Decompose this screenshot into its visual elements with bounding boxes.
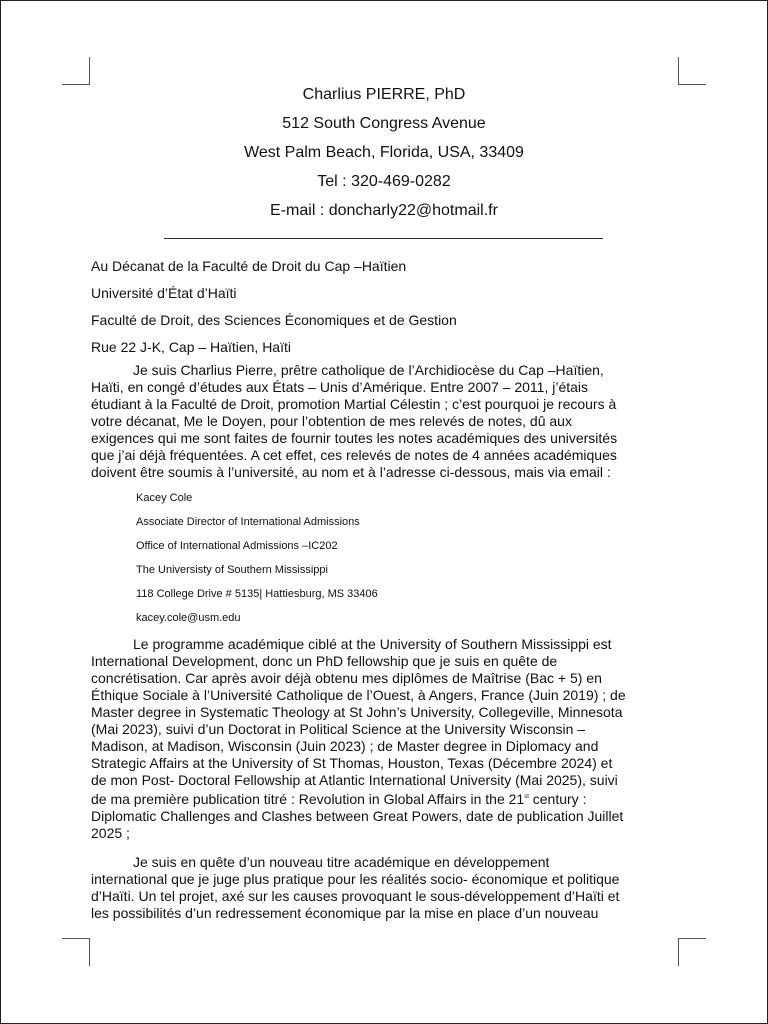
sender-name: Charlius PIERRE, PhD	[302, 86, 466, 103]
text-line: Diplomatic Challenges and Clashes between Great Powers, date de publication Juillet	[91, 808, 624, 824]
recipient-office: Office of International Admissions –IC202	[136, 540, 338, 552]
recipient-title: Associate Director of International Admissions	[136, 516, 360, 528]
crop-mark-top-left	[89, 57, 90, 85]
text-line	[91, 789, 681, 808]
crop-mark-top-left	[62, 84, 90, 85]
sender-email: E-mail : doncharly22@hotmail.fr	[270, 202, 498, 219]
text-segment: de ma première publication titré : Revolution in Global Affairs in the 21	[91, 791, 525, 807]
text-line: de mon Post- Doctoral Fellowship at Atlantic International University (Mai 2025), suivi	[91, 772, 618, 788]
crop-mark-bottom-right	[678, 938, 679, 966]
text-segment: century :	[528, 791, 587, 807]
addressee-line-3: Faculté de Droit, des Sciences Économiques et de Gestion	[91, 312, 457, 328]
addressee-line-4: Rue 22 J-K, Cap – Haïtien, Haïti	[91, 339, 291, 355]
sender-phone: Tel : 320-469-0282	[317, 173, 451, 190]
text-line: les possibilités d’un redressement économique par la mise en place d’un nouveau	[91, 905, 599, 921]
recipient-street: 118 College Drive # 5135| Hattiesburg, MS 33406	[136, 588, 378, 600]
text-line: étudiant à la Faculté de Droit, promotion Martial Célestin ; c’est pourquoi je recours à	[91, 396, 617, 412]
crop-mark-top-right	[678, 84, 706, 85]
paragraph-goal	[91, 854, 681, 922]
addressee-line-1: Au Décanat de la Faculté de Droit du Cap –Haïtien	[91, 258, 407, 274]
crop-mark-bottom-left	[62, 938, 90, 939]
text-line: que j’ai déjà fréquentées. A cet effet, ces relevés de notes de 4 années académiques	[91, 447, 617, 463]
text-line: International Development, donc un PhD fellowship que je suis en quête de	[91, 653, 558, 669]
crop-mark-top-right	[678, 57, 679, 85]
text-line: d’Haïti. Un tel projet, axé sur les causes provoquant le sous-développement d’Haïti et	[91, 888, 620, 904]
header-divider	[164, 238, 603, 239]
sender-street: 512 South Congress Avenue	[282, 115, 486, 132]
crop-mark-bottom-left	[89, 938, 90, 966]
recipient-university: The Universisty of Southern Mississippi	[136, 564, 328, 576]
paragraph-program	[91, 636, 681, 842]
text-line: Master degree in Systematic Theology at St John’s University, Collegeville, Minnesota	[91, 704, 623, 720]
crop-mark-bottom-right	[678, 938, 706, 939]
text-line: 2025 ;	[91, 825, 130, 841]
text-line: (Mai 2023), suivi d’un Doctorat in Political Science at the University Wisconsin –	[91, 721, 586, 737]
text-line: Strategic Affairs at the University of St Thomas, Houston, Texas (Décembre 2024) et	[91, 755, 613, 771]
text-line: Je suis en quête d’un nouveau titre académique en développement	[133, 854, 550, 870]
sender-city: West Palm Beach, Florida, USA, 33409	[244, 144, 524, 161]
text-line: votre décanat, Me le Doyen, pour l’obtention de mes relevés de notes, dû aux	[91, 413, 572, 429]
recipient-email: kacey.cole@usm.edu	[136, 612, 241, 624]
text-line: Je suis Charlius Pierre, prêtre catholique de l’Archidiocèse du Cap –Haïtien,	[133, 362, 604, 378]
text-line: Haïti, en congé d’études aux États – Unis d’Amérique. Entre 2007 – 2011, j’étais	[91, 379, 589, 395]
text-line: Le programme académique ciblé at the University of Southern Mississippi est	[133, 636, 612, 652]
text-line: Madison, at Madison, Wisconsin (Juin 2023) ; de Master degree in Diplomacy and	[91, 738, 599, 754]
text-line: exigences qui me sont faites de fournir toutes les notes académiques des universités	[91, 430, 618, 446]
text-line: Éthique Sociale à l’Université Catholique de l’Ouest, à Angers, France (Juin 2019) ; de	[91, 687, 626, 703]
text-line: doivent être soumis à l’université, au nom et à l’adresse ci-dessous, mais via email :	[91, 464, 611, 480]
text-line: international que je juge plus pratique pour les réalités socio- économique et politique	[91, 871, 620, 887]
text-line: concrétisation. Car après avoir déjà obtenu mes diplômes de Maîtrise (Bac + 5) en	[91, 670, 602, 686]
recipient-name: Kacey Cole	[136, 492, 193, 504]
paragraph-intro	[91, 362, 681, 481]
addressee-line-2: Université d’État d’Haïti	[91, 285, 237, 301]
ordinal-superscript: st	[524, 794, 529, 800]
